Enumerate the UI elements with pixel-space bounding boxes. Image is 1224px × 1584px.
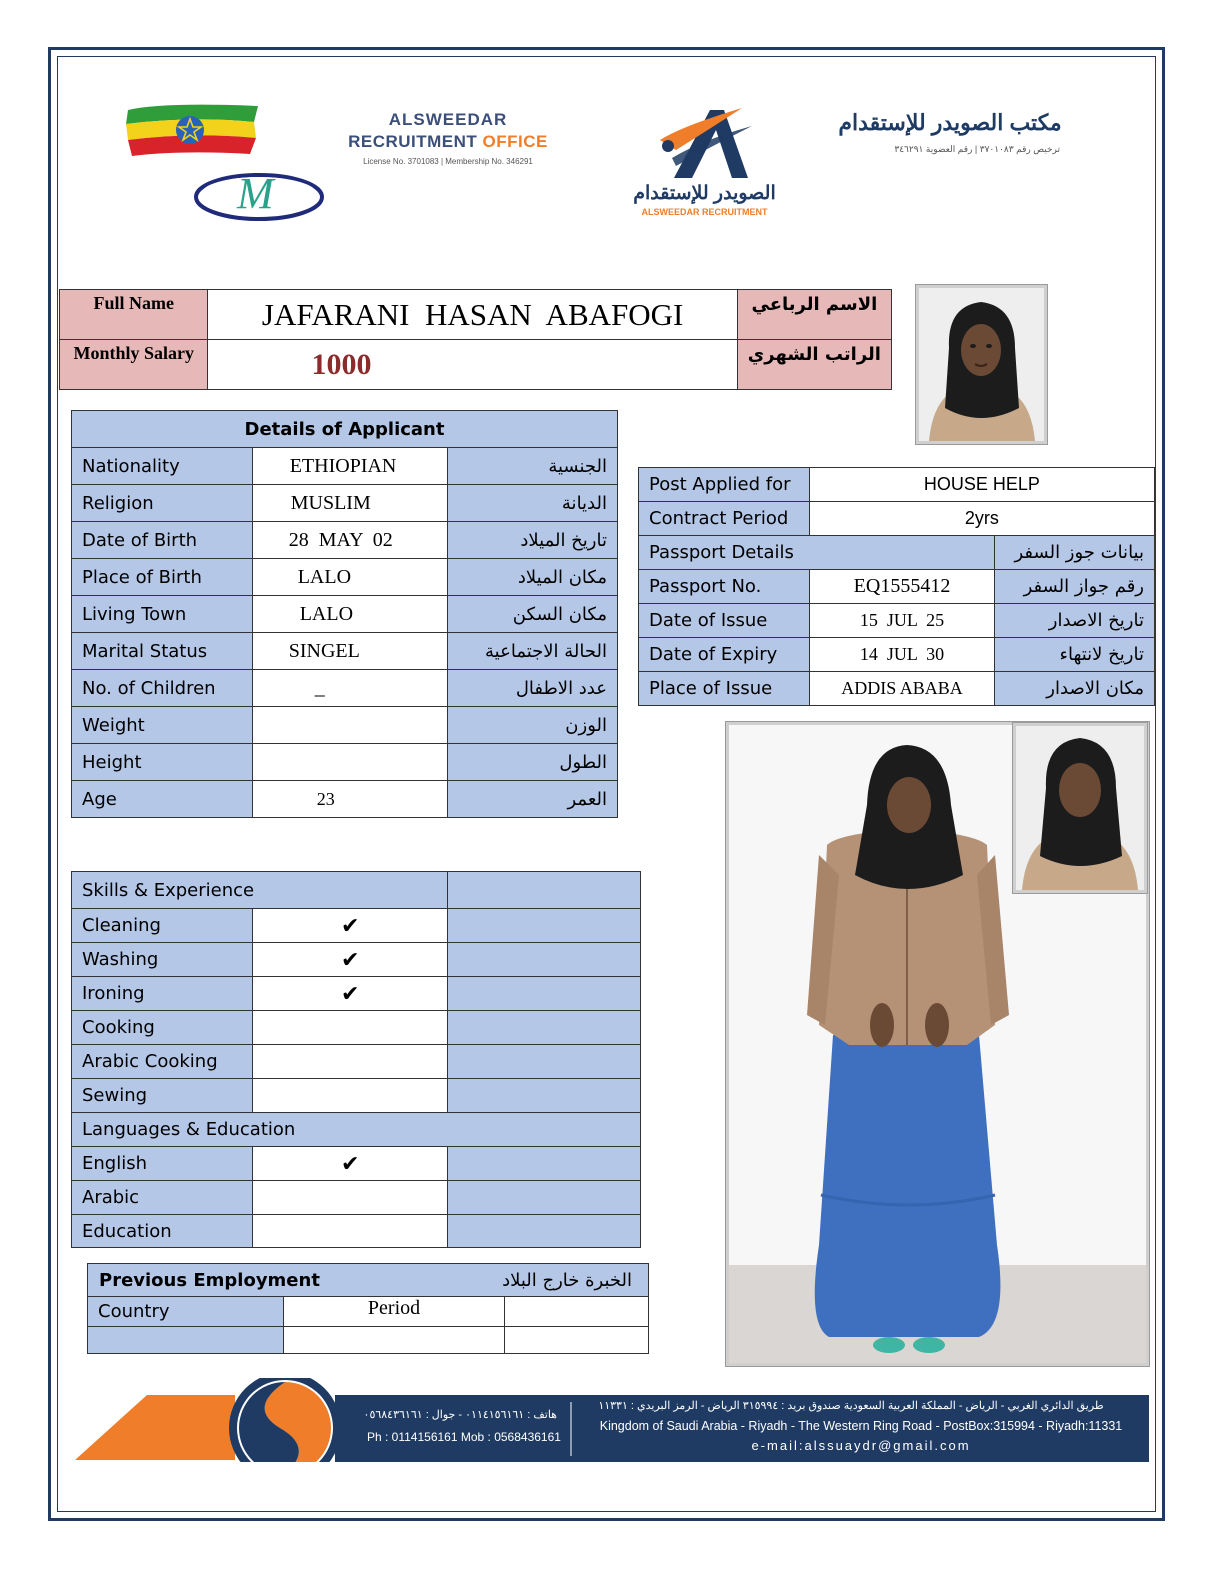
- languages-title: Languages & Education: [72, 1113, 641, 1147]
- language-check: [252, 1181, 448, 1215]
- language-blank: [448, 1215, 641, 1248]
- details-title: Details of Applicant: [72, 411, 618, 448]
- detail-value: 28 MAY 02: [252, 522, 448, 559]
- skill-label: Washing: [72, 943, 253, 977]
- office-name-line2a: RECRUITMENT: [348, 132, 478, 151]
- details-row: [72, 633, 618, 670]
- details-row: [72, 744, 618, 781]
- detail-arabic: مكان السكن: [448, 596, 618, 633]
- detail-label: No. of Children: [72, 670, 253, 707]
- applicant-portrait-photo: [916, 285, 1047, 444]
- office-name-arabic: مكتب الصويدر للإستقدام: [838, 110, 1062, 135]
- salary-label: Monthly Salary: [60, 340, 208, 390]
- detail-value: MUSLIM: [252, 485, 448, 522]
- footer-email: e-mail:alssuaydr@gmail.com: [751, 1438, 971, 1453]
- detail-label: Date of Birth: [72, 522, 253, 559]
- detail-value: ETHIOPIAN: [252, 448, 448, 485]
- post-value: HOUSE HELP: [809, 468, 1154, 502]
- skill-label: Arabic Cooking: [72, 1045, 253, 1079]
- skill-check: ✔: [252, 909, 448, 943]
- employment-empty-period: [283, 1327, 505, 1354]
- contract-label: Contract Period: [639, 502, 810, 536]
- license-arabic: ترخيص رقم ٣٧٠١٠٨٣ | رقم العضوية ٣٤٦٢٩١: [894, 144, 1060, 154]
- skills-title: Skills & Experience: [72, 872, 448, 909]
- language-label: English: [72, 1147, 253, 1181]
- skill-blank: [448, 1045, 641, 1079]
- details-row: [72, 670, 618, 707]
- language-label: Arabic: [72, 1181, 253, 1215]
- detail-label: Place of Birth: [72, 559, 253, 596]
- m-logo-letter: M: [237, 169, 274, 218]
- language-blank: [448, 1147, 641, 1181]
- skills-blank: [448, 872, 641, 909]
- skill-row: [72, 909, 641, 943]
- footer-phone-arabic: هاتف : ٠١١٤١٥٦١٦١ - جوال : ٠٥٦٨٤٣٦١٦١: [363, 1409, 557, 1421]
- alsweedar-a-logo: [612, 100, 797, 220]
- skill-check: ✔: [252, 943, 448, 977]
- post-label: Post Applied for: [639, 468, 810, 502]
- passport-arabic: تاريخ الاصدار: [995, 604, 1155, 638]
- detail-value: SINGEL: [252, 633, 448, 670]
- details-row: [72, 781, 618, 818]
- applicant-inset-portrait: [1013, 723, 1147, 893]
- footer-phone-english: Ph : 0114156161 Mob : 0568436161: [367, 1430, 561, 1444]
- detail-label: Marital Status: [72, 633, 253, 670]
- skill-row: [72, 1011, 641, 1045]
- full-name-value: JAFARANI HASAN ABAFOGI: [208, 290, 737, 340]
- salary-arabic: الراتب الشهري: [737, 340, 891, 390]
- language-blank: [448, 1181, 641, 1215]
- detail-label: Religion: [72, 485, 253, 522]
- passport-arabic: رقم جواز السفر: [995, 570, 1155, 604]
- footer-banner: [75, 1378, 1149, 1462]
- detail-arabic: الطول: [448, 744, 618, 781]
- language-row: [72, 1215, 641, 1248]
- passport-value: ADDIS ABABA: [809, 672, 994, 706]
- detail-label: Age: [72, 781, 253, 818]
- passport-details-arabic: بيانات جوز السفر: [995, 536, 1155, 570]
- details-row: [72, 522, 618, 559]
- language-label: Education: [72, 1215, 253, 1248]
- detail-label: Living Town: [72, 596, 253, 633]
- skill-blank: [448, 943, 641, 977]
- passport-row: [639, 604, 1155, 638]
- details-row: [72, 707, 618, 744]
- detail-value: _: [252, 670, 448, 707]
- skill-row: [72, 1079, 641, 1113]
- language-row: [72, 1181, 641, 1215]
- language-check: [252, 1215, 448, 1248]
- details-row: [72, 448, 618, 485]
- footer-address-english: Kingdom of Saudi Arabia - Riyadh - The Western Ring Road - PostBox:315994 - Riyadh:11331: [599, 1419, 1123, 1433]
- detail-label: Height: [72, 744, 253, 781]
- employment-table: [87, 1263, 649, 1354]
- skill-row: [72, 977, 641, 1011]
- passport-label: Passport No.: [639, 570, 810, 604]
- detail-arabic: الحالة الاجتماعية: [448, 633, 618, 670]
- logo-english-name: ALSWEEDAR RECRUITMENT: [641, 207, 768, 217]
- detail-arabic: العمر: [448, 781, 618, 818]
- language-check: ✔: [252, 1147, 448, 1181]
- office-arabic-logo: [820, 110, 1080, 155]
- employment-empty-extra: [505, 1327, 649, 1354]
- skill-label: Ironing: [72, 977, 253, 1011]
- ethiopia-flag-logo: [122, 100, 262, 160]
- name-salary-table: [59, 289, 892, 390]
- detail-value: [252, 744, 448, 781]
- skill-check: [252, 1079, 448, 1113]
- skill-check: ✔: [252, 977, 448, 1011]
- office-name-line1: ALSWEEDAR: [388, 110, 508, 129]
- skill-blank: [448, 977, 641, 1011]
- details-row: [72, 596, 618, 633]
- detail-arabic: الديانة: [448, 485, 618, 522]
- passport-row: [639, 638, 1155, 672]
- detail-arabic: تاريخ الميلاد: [448, 522, 618, 559]
- passport-label: Date of Expiry: [639, 638, 810, 672]
- skill-row: [72, 943, 641, 977]
- passport-label: Date of Issue: [639, 604, 810, 638]
- detail-value: 23: [252, 781, 448, 818]
- passport-value: EQ1555412: [809, 570, 994, 604]
- license-line: License No. 3701083 | Membership No. 346291: [363, 157, 533, 166]
- skills-table: [71, 871, 641, 1248]
- period-label: Period: [283, 1297, 505, 1327]
- passport-row: [639, 672, 1155, 706]
- detail-arabic: عدد الاطفال: [448, 670, 618, 707]
- skill-blank: [448, 1011, 641, 1045]
- logo-arabic-name: الصويدر للإستقدام: [633, 183, 776, 204]
- passport-arabic: تاريخ لانتهاء: [995, 638, 1155, 672]
- employment-empty-country: [88, 1327, 284, 1354]
- detail-value: [252, 707, 448, 744]
- passport-row: [639, 570, 1155, 604]
- footer-address-arabic: طريق الدائري الغربي - الرياض - المملكة العربية السعودية صندوق بريد : ٣١٥٩٩٤ الرياض - الرمز البريدي : ١١٣٣١: [598, 1400, 1104, 1412]
- skill-check: [252, 1045, 448, 1079]
- skill-row: [72, 1045, 641, 1079]
- skill-blank: [448, 909, 641, 943]
- passport-details-header: Passport Details: [639, 536, 995, 570]
- full-name-arabic: الاسم الرباعي: [737, 290, 891, 340]
- detail-label: Nationality: [72, 448, 253, 485]
- employment-title-arabic: الخبرة خارج البلاد: [502, 1270, 632, 1291]
- country-label: Country: [88, 1297, 284, 1327]
- passport-value: 15 JUL 25: [809, 604, 994, 638]
- detail-arabic: مكان الميلاد: [448, 559, 618, 596]
- skill-label: Cooking: [72, 1011, 253, 1045]
- detail-value: LALO: [252, 596, 448, 633]
- full-name-label: Full Name: [60, 290, 208, 340]
- passport-label: Place of Issue: [639, 672, 810, 706]
- details-row: [72, 559, 618, 596]
- details-table: [71, 410, 618, 818]
- skill-label: Cleaning: [72, 909, 253, 943]
- m-logo: [193, 170, 325, 224]
- employment-title: Previous Employment: [99, 1269, 320, 1291]
- detail-value: LALO: [252, 559, 448, 596]
- detail-label: Weight: [72, 707, 253, 744]
- skill-blank: [448, 1079, 641, 1113]
- contract-value: 2yrs: [809, 502, 1154, 536]
- details-row: [72, 485, 618, 522]
- office-name-line2b: OFFICE: [482, 132, 548, 151]
- post-passport-table: [638, 467, 1155, 706]
- passport-arabic: مكان الاصدار: [995, 672, 1155, 706]
- skill-check: [252, 1011, 448, 1045]
- skill-label: Sewing: [72, 1079, 253, 1113]
- passport-value: 14 JUL 30: [809, 638, 994, 672]
- detail-arabic: الجنسية: [448, 448, 618, 485]
- language-row: [72, 1147, 641, 1181]
- alsweedar-en-logo: [333, 110, 563, 166]
- employment-blank: [505, 1297, 649, 1327]
- detail-arabic: الوزن: [448, 707, 618, 744]
- salary-value: 1000: [208, 340, 737, 390]
